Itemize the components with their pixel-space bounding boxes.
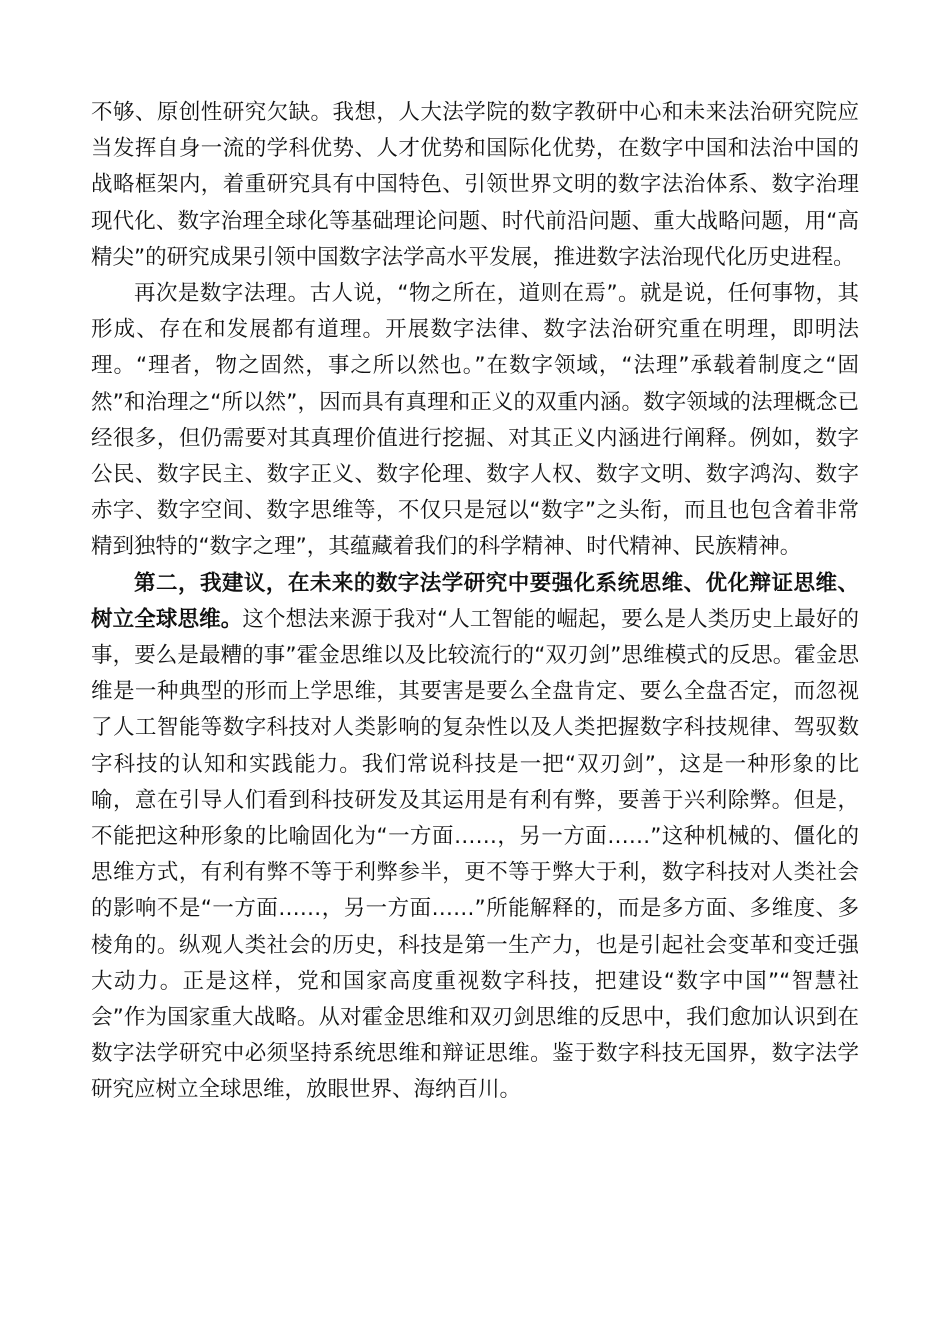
- document-page: [91, 95, 859, 1109]
- paragraph-continuation: [91, 95, 859, 276]
- paragraph-second-suggestion: [91, 566, 859, 1109]
- paragraph-lead-bold: 第二，我建议，在未来的数字法学研究中要强化系统思维、优化辩证思维、树立全球思维。: [91, 570, 859, 632]
- paragraph-digital-jurisprudence: [91, 276, 859, 566]
- paragraph-text: 不够、原创性研究欠缺。我想，人大法学院的数字教研中心和未来法治研究院应当发挥自身一流的学科优势、人才优势和国际化优势，在数字中国和法治中国的战略框架内，着重研究具有中国特色、引领世界文明的数字法治体系、数字治理现代化、数字治理全球化等基础理论问题、时代前沿问题、重大战略问题，用“高精尖”的研究成果引领中国数字法学高水平发展，推进数字法治现代化历史进程。: [91, 100, 859, 270]
- paragraph-text: 再次是数字法理。古人说，“物之所在，道则在焉”。就是说，任何事物，其形成、存在和发展都有道理。开展数字法律、数字法治研究重在明理，即明法理。“理者，物之固然，事之所以然也。”在数字领域，“法理”承载着制度之“固然”和治理之“所以然”，因而具有真理和正义的双重内涵。数字领域的法理概念已经很多，但仍需要对其真理价值进行挖掘、对其正义内涵进行阐释。例如，数字公民、数字民主、数字正义、数字伦理、数字人权、数字文明、数字鸿沟、数字赤字、数字空间、数字思维等，不仅只是冠以“数字”之头衔，而且也包含着非常精到独特的“数字之理”，其蕴藏着我们的科学精神、时代精神、民族精神。: [91, 281, 859, 560]
- paragraph-text: 这个想法来源于我对“人工智能的崛起，要么是人类历史上最好的事，要么是最糟的事”霍金思维以及比较流行的“双刃剑”思维模式的反思。霍金思维是一种典型的形而上学思维，其要害是要么全盘肯定、要么全盘否定，而忽视了人工智能等数字科技对人类影响的复杂性以及人类把握数字科技规律、驾驭数字科技的认知和实践能力。我们常说科技是一把“双刃剑”，这是一种形象的比喻，意在引导人们看到科技研发及其运用是有利有弊，要善于兴利除弊。但是，不能把这种形象的比喻固化为“一方面……，另一方面……”这种机械的、僵化的思维方式，有利有弊不等于利弊参半，更不等于弊大于利，数字科技对人类社会的影响不是“一方面……，另一方面……”所能解释的，而是多方面、多维度、多棱角的。纵观人类社会的历史，科技是第一生产力，也是引起社会变革和变迁强大动力。正是这样，党和国家高度重视数字科技，把建设“数字中国”“智慧社会”作为国家重大战略。从对霍金思维和双刃剑思维的反思中，我们愈加认识到在数字法学研究中必须坚持系统思维和辩证思维。鉴于数字科技无国界，数字法学研究应树立全球思维，放眼世界、海纳百川。: [91, 606, 859, 1103]
